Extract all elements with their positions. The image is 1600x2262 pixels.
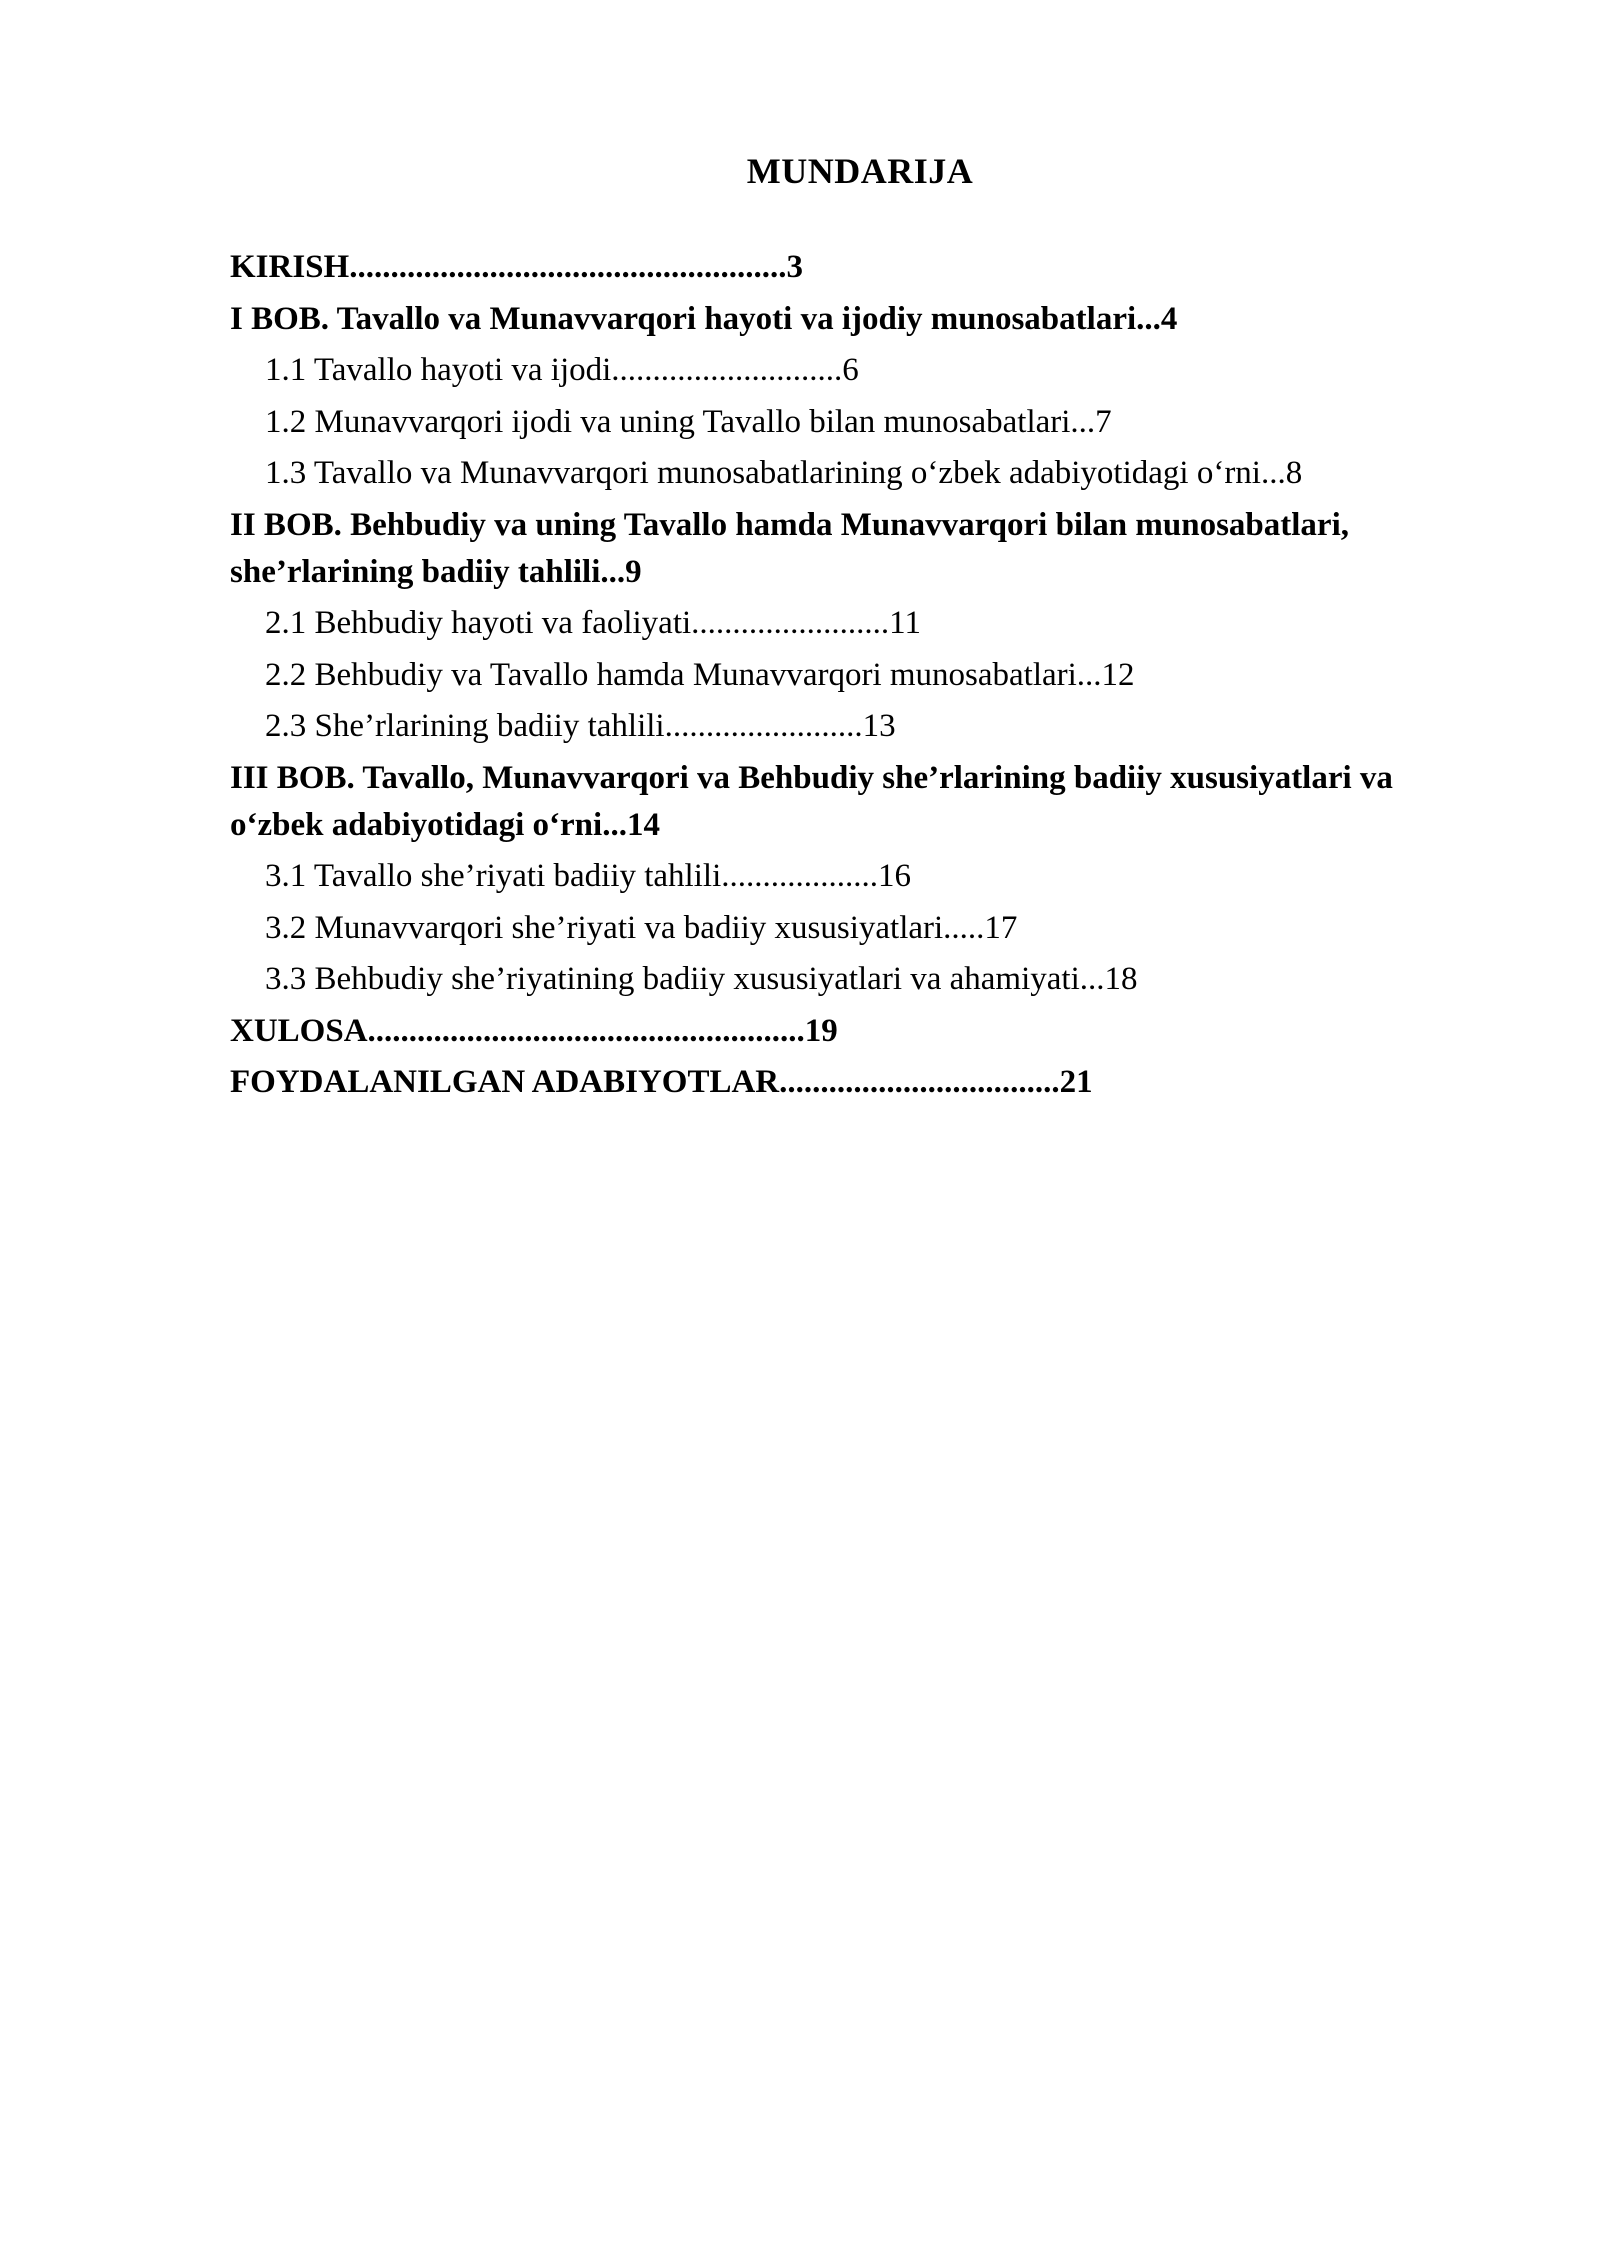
toc-entry-chapter-3: III BOB. Tavallo, Munavvarqori va Behbudiy she’rlarining badiiy xususiyatlari va o‘zbek adabiyotidagi o‘rni...14 (230, 759, 1393, 843)
toc-entry-xulosa: XULOSA.....................................................19 (230, 1012, 838, 1049)
toc-entry-section-2-3: 2.3 She’rlarining badiiy tahlili........................13 (265, 708, 896, 744)
toc-entry-section-1-2: 1.2 Munavvarqori ijodi va uning Tavallo bilan munosabatlari...7 (265, 403, 1112, 440)
toc-entry-section-1-3: 1.3 Tavallo va Munavvarqori munosabatlarining o‘zbek adabiyotidagi o‘rni...8 (265, 455, 1303, 491)
toc-entry-references: FOYDALANILGAN ADABIYOTLAR..................................21 (230, 1064, 1093, 1100)
toc-entry-section-3-2: 3.2 Munavvarqori she’riyati va badiiy xususiyatlari.....17 (265, 909, 1018, 946)
toc-entry-section-2-1: 2.1 Behbudiy hayoti va faoliyati........................11 (265, 605, 921, 641)
toc-entry-chapter-1: I BOB. Tavallo va Munavvarqori hayoti va ijodiy munosabatlari...4 (230, 300, 1178, 337)
table-of-contents (230, 244, 1490, 1111)
toc-entry-section-3-1: 3.1 Tavallo she’riyati badiiy tahlili...................16 (265, 858, 911, 894)
toc-entry-section-3-3: 3.3 Behbudiy she’riyatining badiiy xususiyatlari va ahamiyati...18 (265, 961, 1138, 997)
toc-entry-chapter-2: II BOB. Behbudiy va uning Tavallo hamda Munavvarqori bilan munosabatlari, she’rlarining badiiy tahlili...9 (230, 506, 1349, 590)
toc-entry-section-2-2: 2.2 Behbudiy va Tavallo hamda Munavvarqori munosabatlari...12 (265, 656, 1135, 693)
toc-entry-kirish: KIRISH.....................................................3 (230, 249, 803, 285)
toc-entry-section-1-1: 1.1 Tavallo hayoti va ijodi............................6 (265, 352, 859, 388)
page-title: MUNDARIJA (746, 151, 974, 191)
